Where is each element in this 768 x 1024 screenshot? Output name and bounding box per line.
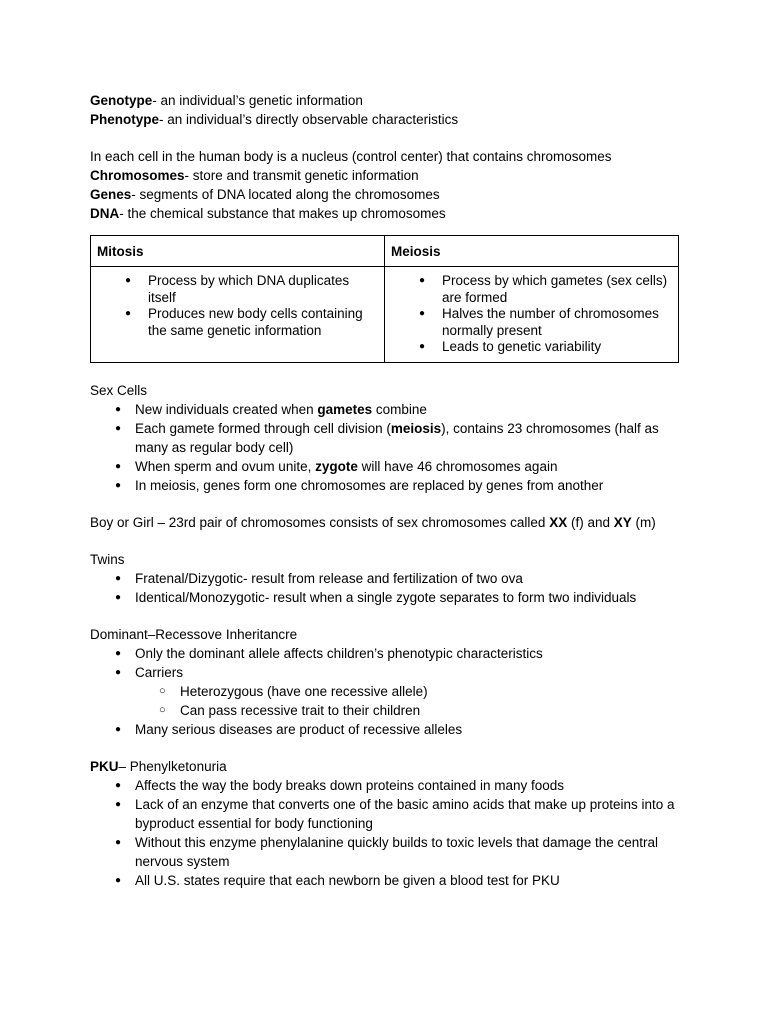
list-item: ● Leads to genetic variability [436,339,672,356]
dna-term: DNA [90,206,120,221]
list-item: ● All U.S. states require that each newborn be given a blood test for PKU [135,871,690,890]
dna-text: - the chemical substance that makes up chromosomes [119,206,446,221]
list-item [135,457,690,476]
pku-term: PKU [90,758,119,774]
sex-cells-list [90,400,690,495]
list-item: ● Halves the number of chromosomes normally present [436,306,672,339]
xy-term: XY [613,514,632,530]
list-item: ● Process by which gametes (sex cells) are formed [436,273,672,306]
list-item-text: When sperm and ovum unite, [135,458,316,474]
list-item: ● Identical/Monozygotic- result when a single zygote separates to form two individuals [135,588,690,607]
chromosomes-text: - store and transmit genetic information [184,168,419,183]
list-item-text: will have 46 chromosomes again [357,458,558,474]
mitosis-cell [91,267,385,363]
phenotype-text: - an individual’s directly observable characteristics [159,112,459,127]
meiosis-term: meiosis [390,420,442,436]
document-body [90,91,690,890]
list-item [135,419,690,457]
dominant-heading: Dominant–Recessove Inheritancre [90,626,298,642]
list-item-text: ), contains 23 chromosomes (half as many as regular body cell) [135,420,659,455]
mitosis-meiosis-table [90,235,679,363]
list-item: ● Without this enzyme phenylalanine quickly builds to toxic levels that damage the central nervous system [135,833,690,871]
phenotype-definition [90,110,690,129]
table-header-row [91,236,679,267]
list-item: ● Lack of an enzyme that converts one of the basic amino acids that make up proteins into a byproduct essential for body functioning [135,795,690,833]
twins-heading: Twins [90,551,125,567]
carriers-sublist [135,682,690,720]
pku-list [90,776,690,890]
genes-text: - segments of DNA located along the chromosomes [131,187,440,202]
xx-term: XX [549,514,568,530]
list-item: ● Fratenal/Dizygotic- result from release and fertilization of two ova [135,569,690,588]
genotype-text: - an individual’s genetic information [152,93,363,108]
dominant-list [90,644,690,739]
boy-or-girl-paragraph [90,513,690,532]
sub-list-item: ○ Can pass recessive trait to their children [180,701,690,720]
pku-heading-text: – Phenylketonuria [118,758,227,774]
genes-definition [90,185,690,204]
list-item-text: New individuals created when [135,401,318,417]
sex-cells-heading: Sex Cells [90,382,148,398]
list-item: ● In meiosis, genes form one chromosomes are replaced by genes from another [135,476,690,495]
carriers-label: Carriers [135,664,184,680]
table-body-row [91,267,679,363]
twins-list [90,569,690,607]
chromosomes-definition [90,166,690,185]
mitosis-header: Mitosis [91,236,385,267]
zygote-term: zygote [315,458,358,474]
female-label: (f) and [567,514,614,530]
chromosomes-term: Chromosomes [90,168,185,183]
meiosis-cell [385,267,679,363]
list-item: ● Only the dominant allele affects children’s phenotypic characteristics [135,644,690,663]
gametes-term: gametes [317,401,373,417]
pku-heading [90,757,690,776]
male-label: (m) [631,514,656,530]
cell-intro: In each cell in the human body is a nucleus (control center) that contains chromosomes [90,149,612,164]
list-item [135,663,690,720]
list-item-text: Each gamete formed through cell division ( [135,420,391,436]
list-item [135,400,690,419]
boy-or-girl-text: Boy or Girl – 23rd pair of chromosomes consists of sex chromosomes called [90,514,550,530]
list-item: ● Process by which DNA duplicates itself [142,273,378,306]
list-item: ● Affects the way the body breaks down proteins contained in many foods [135,776,690,795]
list-item: ● Produces new body cells containing the same genetic information [142,306,378,339]
list-item-text: combine [372,401,427,417]
meiosis-list [391,273,672,356]
phenotype-term: Phenotype [90,112,160,127]
dna-definition [90,204,690,223]
mitosis-list [97,273,378,339]
genotype-term: Genotype [90,93,153,108]
meiosis-header: Meiosis [385,236,679,267]
list-item: ● Many serious diseases are product of recessive alleles [135,720,690,739]
genotype-definition [90,91,690,110]
sub-list-item: ○ Heterozygous (have one recessive allele) [180,682,690,701]
genes-term: Genes [90,187,132,202]
